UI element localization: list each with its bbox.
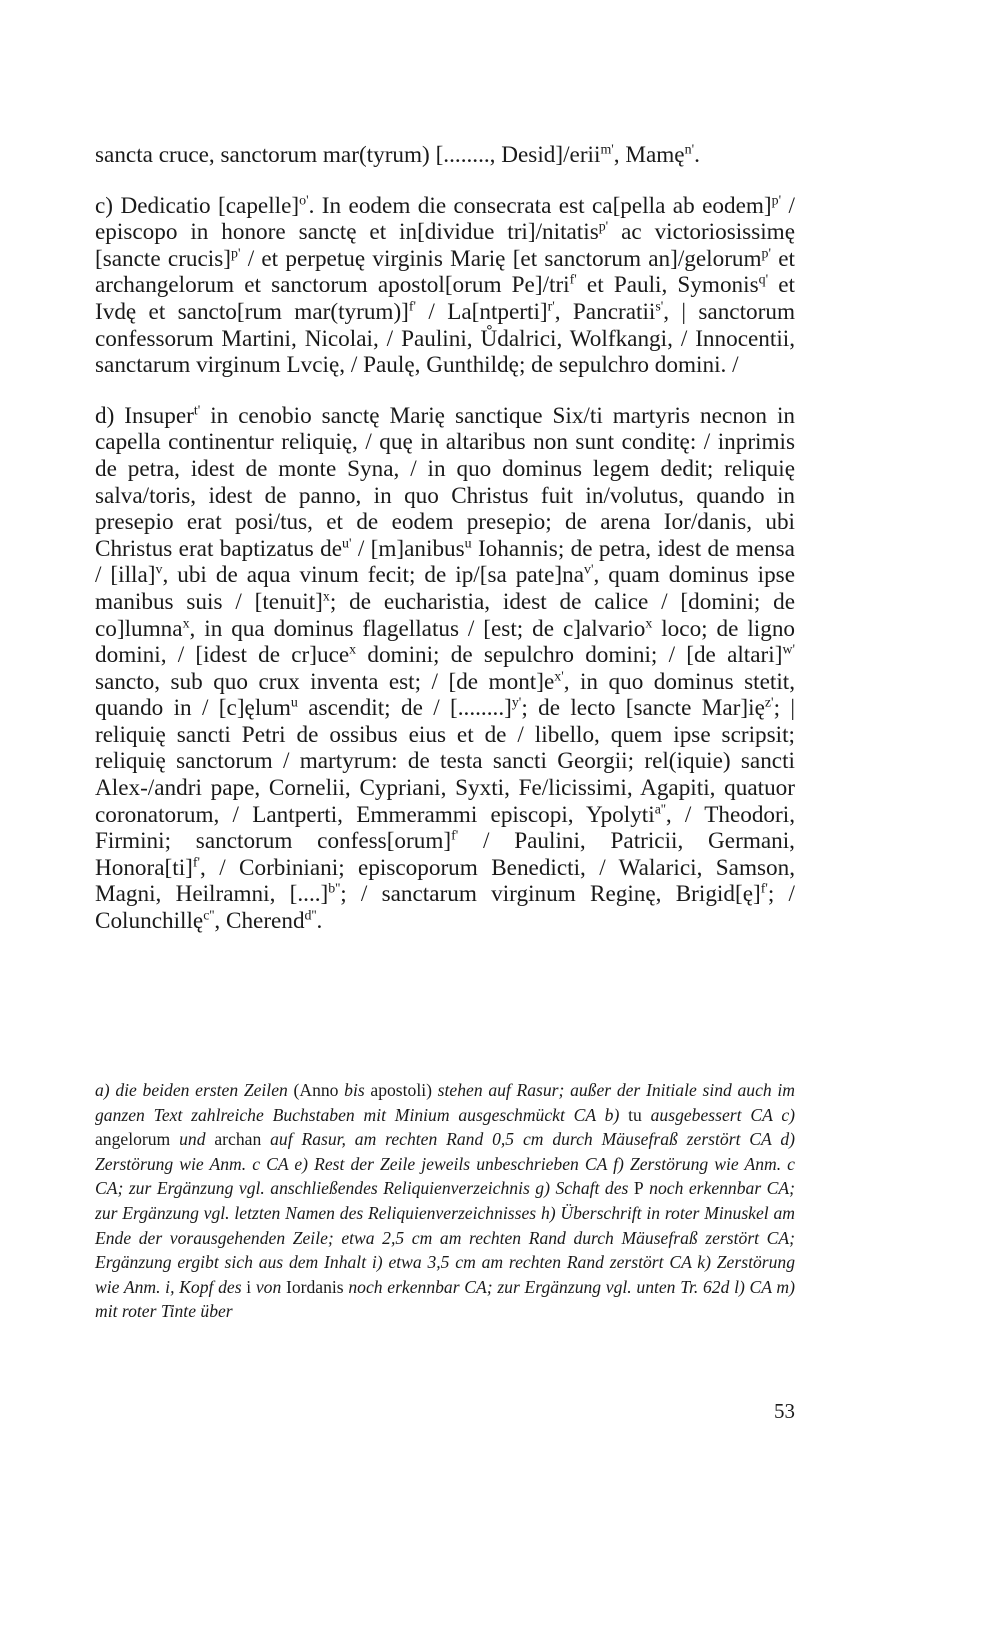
text-segment: / La[ntperti] [416,298,548,325]
paragraph-gap [95,379,795,403]
footnote-marker: f' [760,881,768,897]
text-segment: ; / Colunchillę [95,881,795,935]
footnote-quoted-word: i [246,1276,252,1297]
footnote-marker: f' [451,828,459,844]
footnote-text: bis [338,1080,371,1100]
text-segment: ; / sanctarum virginum Reginę, Brigid[ę] [340,881,761,908]
text-segment: et archangelorum et sanctorum apostol[orum Pe]/tri [95,245,795,299]
footnote-marker: f' [569,272,577,288]
text-segment: loco; de ligno domini, / [idest de cr]uce [95,615,796,669]
footnote-marker: s' [655,299,664,315]
page-number: 53 [774,1399,795,1423]
footnote-quoted-word: apostoli) [370,1080,432,1100]
text-segment: d) Insuper [95,402,194,429]
text-segment: , / Corbiniani; episcoporum Benedicti, / Walarici, Samson, Magni, Heilramni, [....] [95,854,795,908]
text-segment: ; de eucharistia, idest de calice / [domini; de co]lumna [95,588,795,642]
text-segment: / et perpetuę virginis Marię [et sanctorum an]/gelorum [240,245,762,272]
footnote-marker: x' [554,668,564,684]
footnote-marker: w' [782,642,795,658]
footnote-text: noch erkennbar CA; zur Ergänzung vgl. letzten Namen des Reliquienverzeichnisses h) Überschrift in roter Minuskel am Ende der vorausgehenden Zeile; etwa 2,5 cm am rechten Rand durch Mäusefraß zerstört CA; Ergänzung ergibt sich aus dem Inhalt i) etwa 3,5 cm am rechten Rand zerstört CA k) Zerstörung wie Anm. i, Kopf des [95,1178,796,1297]
text-segment: , ubi de aqua vinum fecit; de ip/[sa pate]na [162,562,584,589]
footnote-marker: y' [511,695,522,711]
footnote-marker: z' [764,695,774,711]
footnote-marker: u' [342,535,352,551]
text-segment: . [316,908,323,935]
footnote-text: von [251,1276,286,1297]
paragraph-intro [95,142,795,169]
footnote-marker: p' [761,246,772,262]
footnote-marker: x [349,642,357,658]
text-segment: / Paulini, Patricii, Germani, Honora[ti] [95,828,795,881]
footnote-marker: f' [408,299,417,315]
footnote-marker: v [155,562,163,578]
footnote-quoted-word: (Anno [293,1080,339,1100]
footnote-marker: p' [598,219,609,235]
footnote-marker: m' [600,142,614,158]
text-segment: , Pancratii [554,298,656,325]
footnote-quoted-word: Iordanis [285,1276,344,1297]
text-segment: et Ivdę et sancto[rum mar(tyrum)] [95,272,795,325]
footnote-marker: a'' [654,801,666,817]
text-segment: , Cherend [214,908,305,935]
text-segment: , in qua dominus flagellatus / [est; de c]alvario [189,615,646,642]
footnote-marker: x [645,615,653,631]
footnote-marker: b'' [328,881,341,897]
footnote-marker: n' [684,142,695,158]
footnote-marker: x [322,589,330,605]
text-segment: , | sanctorum confessorum Martini, Nicolai, / Paulini, Ůdalrici, Wolfkangi, / Innocentii, sanctarum virginum Lvcię, / Paulę, Gunthildę; de sepulchro domini. / [95,298,795,379]
footnote-quoted-word: archan [214,1129,262,1150]
text-segment: c) Dedicatio [capelle] [95,192,300,219]
text-segment: , Mamę [613,142,685,168]
paragraph-d-insuper [95,403,795,935]
footnote-quoted-word: P [633,1178,644,1199]
text-segment: , / Theodori, Firmini; sanctorum confess[orum] [95,801,795,855]
text-segment: in cenobio sanctę Marię sanctique Six/ti martyris necnon in capella continentur reliquię, / quę in altaribus non sunt conditę: / inprimis de petra, idest de monte Syna, / in quo dominus legem dedit; reliquię salva/toris, idest de panno, in quo Christus fuit in/volutus, quando in presepio erat posi/tus, et de eodem presepio; de arena Ior/danis, ubi Christus erat baptizatus de [95,402,796,562]
text-segment: sancta cruce, sanctorum mar(tyrum) [........, Desid]/erii [95,142,601,168]
footnote-marker: t' [193,403,201,419]
footnote-marker: u [290,695,298,711]
text-segment: Iohannis; de petra, idest de mensa / [illa] [95,535,795,589]
footnote-marker: o' [299,192,309,208]
footnote-marker: x [182,615,190,631]
text-segment: et Pauli, Symonis [576,272,759,299]
text-segment: ac victoriosissimę [sancte crucis] [95,219,795,272]
footnotes [95,1078,795,1324]
footnote-text: a) die beiden ersten Zeilen [95,1080,294,1100]
footnote-marker: u [464,535,472,551]
text-segment: / episcopo in honore sanctę et in[dividue tri]/nitatis [95,192,795,246]
text-segment: . [694,142,700,168]
text-segment: sancto, sub quo crux inventa est; / [de mont]e [95,668,555,695]
footnote-marker: d'' [304,908,317,924]
text-segment: domini; de sepulchro domini; / [de altari] [356,642,783,669]
footnote-text: noch erkennbar CA; zur Ergänzung vgl. unten Tr. 62d l) CA m) mit roter Tinte über [95,1276,795,1322]
text-segment: ; de lecto [sancte Mar]ię [521,695,765,722]
footnote-marker: q' [758,272,769,288]
footnote-marker: v' [584,562,594,578]
footnote-text: und [170,1129,215,1150]
text-segment: , quam dominus ipse manibus suis / [tenuit] [95,562,795,615]
footnote-text: auf Rasur, am rechten Rand 0,5 cm durch Mäusefraß zerstört CA d) Zerstörung wie Anm. c CA e) Rest der Zeile jeweils unbeschrieben CA f) Zerstörung wie Anm. c CA; zur Ergänzung vgl. anschließendes Reliquienverzeichnis g) Schaft des [95,1129,795,1199]
paragraph-c-dedicatio [95,193,795,379]
footnote-marker: c'' [203,908,215,924]
footnote-quoted-word: tu [628,1104,642,1125]
footnote-marker: p' [230,246,241,262]
text-segment: / [m]anibus [351,535,465,562]
footnote-text: stehen auf Rasur; außer der Initiale sind auch im ganzen Text zahlreiche Buchstaben mit Minium ausgeschmückt CA b) [95,1080,795,1125]
footnote-text: ausgebessert CA c) [641,1104,795,1125]
footnote-marker: r' [547,299,555,315]
text-segment: , in quo dominus stetit, quando in / [c]ęlum [95,668,796,722]
text-segment: . In eodem die consecrata est ca[pella ab eodem] [308,192,772,219]
footnote-marker: p' [771,192,782,208]
main-text [95,142,795,935]
footnote-quoted-word: angelorum [95,1129,171,1150]
text-segment: ; | reliquię sancti Petri de ossibus eius et de / libello, quem ipse scripsit; reliquię sanctorum / martyrum: de testa sancti Georgii; rel(iquie) sancti Alex-/andri pape, Cornelii, Cypriani, Syxti, Fe/licissimi, Agapiti, quatuor coronatorum, / Lantperti, Emmerammi episcopi, Ypolyti [95,695,796,828]
footnote-marker: f' [192,855,201,871]
paragraph-gap [95,169,795,193]
text-segment: ascendit; de / [........] [297,695,512,722]
